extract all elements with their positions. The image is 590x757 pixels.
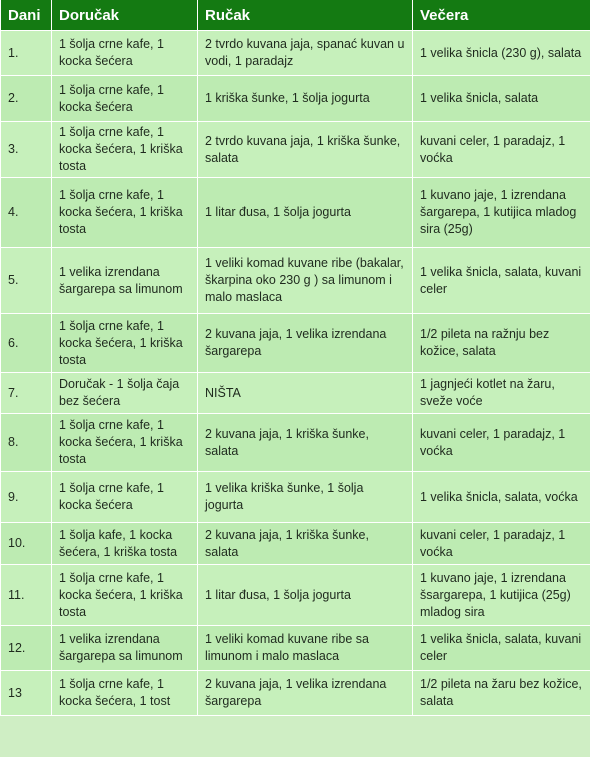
cell-day: 4. (1, 178, 52, 248)
cell-breakfast: 1 šolja crne kafe, 1 kocka šećera, 1 kriška tosta (52, 314, 198, 373)
cell-dinner: 1 kuvano jaje, 1 izrendana šargarepa, 1 kutijica mladog sira (25g) (413, 178, 590, 248)
table-row (1, 248, 590, 314)
cell-lunch: 2 kuvana jaja, 1 kriška šunke, salata (198, 414, 413, 472)
header-day: Dani (1, 0, 52, 31)
cell-day: 12. (1, 626, 52, 671)
cell-dinner: 1/2 pileta na ražnju bez kožice, salata (413, 314, 590, 373)
cell-lunch: 2 kuvana jaja, 1 velika izrendana šargarepa (198, 314, 413, 373)
table-row (1, 314, 590, 373)
cell-day: 1. (1, 31, 52, 76)
cell-breakfast: 1 velika izrendana šargarepa sa limunom (52, 248, 198, 314)
header-row (1, 0, 590, 31)
cell-dinner: 1 velika šnicla, salata, kuvani celer (413, 626, 590, 671)
cell-day: 11. (1, 565, 52, 626)
cell-breakfast: 1 šolja crne kafe, 1 kocka šećera (52, 472, 198, 523)
table-header (1, 0, 590, 31)
cell-day: 10. (1, 523, 52, 565)
cell-lunch: 2 tvrdo kuvana jaja, spanać kuvan u vodi, 1 paradajz (198, 31, 413, 76)
table-row (1, 122, 590, 178)
cell-breakfast: 1 šolja crne kafe, 1 kocka šećera, 1 tost (52, 671, 198, 716)
table-row (1, 31, 590, 76)
cell-day: 13 (1, 671, 52, 716)
header-dinner: Večera (413, 0, 590, 31)
table-row (1, 671, 590, 716)
table-row (1, 414, 590, 472)
table-row (1, 373, 590, 414)
table-row (1, 626, 590, 671)
cell-dinner: kuvani celer, 1 paradajz, 1 voćka (413, 414, 590, 472)
table-row (1, 178, 590, 248)
cell-dinner: kuvani celer, 1 paradajz, 1 voćka (413, 122, 590, 178)
cell-lunch: 1 veliki komad kuvane ribe (bakalar, škarpina oko 230 g ) sa limunom i malo maslaca (198, 248, 413, 314)
cell-day: 2. (1, 76, 52, 122)
cell-breakfast: Doručak - 1 šolja čaja bez šećera (52, 373, 198, 414)
cell-lunch: 1 velika kriška šunke, 1 šolja jogurta (198, 472, 413, 523)
cell-dinner: 1/2 pileta na žaru bez kožice, salata (413, 671, 590, 716)
cell-breakfast: 1 velika izrendana šargarepa sa limunom (52, 626, 198, 671)
cell-lunch: 1 kriška šunke, 1 šolja jogurta (198, 76, 413, 122)
cell-day: 7. (1, 373, 52, 414)
cell-dinner: 1 velika šnicla, salata (413, 76, 590, 122)
cell-lunch: 1 litar đusa, 1 šolja jogurta (198, 565, 413, 626)
cell-lunch: NIŠTA (198, 373, 413, 414)
cell-breakfast: 1 šolja crne kafe, 1 kocka šećera, 1 kriška tosta (52, 565, 198, 626)
cell-day: 9. (1, 472, 52, 523)
cell-lunch: 1 litar đusa, 1 šolja jogurta (198, 178, 413, 248)
cell-dinner: 1 velika šnicla, salata, voćka (413, 472, 590, 523)
table-row (1, 565, 590, 626)
table-body (1, 31, 590, 716)
cell-day: 6. (1, 314, 52, 373)
cell-breakfast: 1 šolja crne kafe, 1 kocka šećera (52, 76, 198, 122)
cell-dinner: 1 kuvano jaje, 1 izrendana šsargarepa, 1 kutijica (25g) mladog sira (413, 565, 590, 626)
header-lunch: Ručak (198, 0, 413, 31)
cell-lunch: 2 kuvana jaja, 1 velika izrendana šargarepa (198, 671, 413, 716)
cell-lunch: 2 kuvana jaja, 1 kriška šunke, salata (198, 523, 413, 565)
cell-dinner: 1 velika šnicla (230 g), salata (413, 31, 590, 76)
cell-breakfast: 1 šolja kafe, 1 kocka šećera, 1 kriška tosta (52, 523, 198, 565)
cell-breakfast: 1 šolja crne kafe, 1 kocka šećera, 1 kriška tosta (52, 414, 198, 472)
cell-dinner: 1 jagnjeći kotlet na žaru, sveže voće (413, 373, 590, 414)
cell-day: 8. (1, 414, 52, 472)
cell-lunch: 2 tvrdo kuvana jaja, 1 kriška šunke, salata (198, 122, 413, 178)
cell-breakfast: 1 šolja crne kafe, 1 kocka šećera (52, 31, 198, 76)
table-row (1, 472, 590, 523)
cell-day: 3. (1, 122, 52, 178)
cell-breakfast: 1 šolja crne kafe, 1 kocka šećera, 1 kriška tosta (52, 122, 198, 178)
cell-breakfast: 1 šolja crne kafe, 1 kocka šećera, 1 kriška tosta (52, 178, 198, 248)
cell-dinner: 1 velika šnicla, salata, kuvani celer (413, 248, 590, 314)
header-breakfast: Doručak (52, 0, 198, 31)
table-row (1, 76, 590, 122)
cell-dinner: kuvani celer, 1 paradajz, 1 voćka (413, 523, 590, 565)
cell-day: 5. (1, 248, 52, 314)
table-row (1, 523, 590, 565)
cell-lunch: 1 veliki komad kuvane ribe sa limunom i malo maslaca (198, 626, 413, 671)
